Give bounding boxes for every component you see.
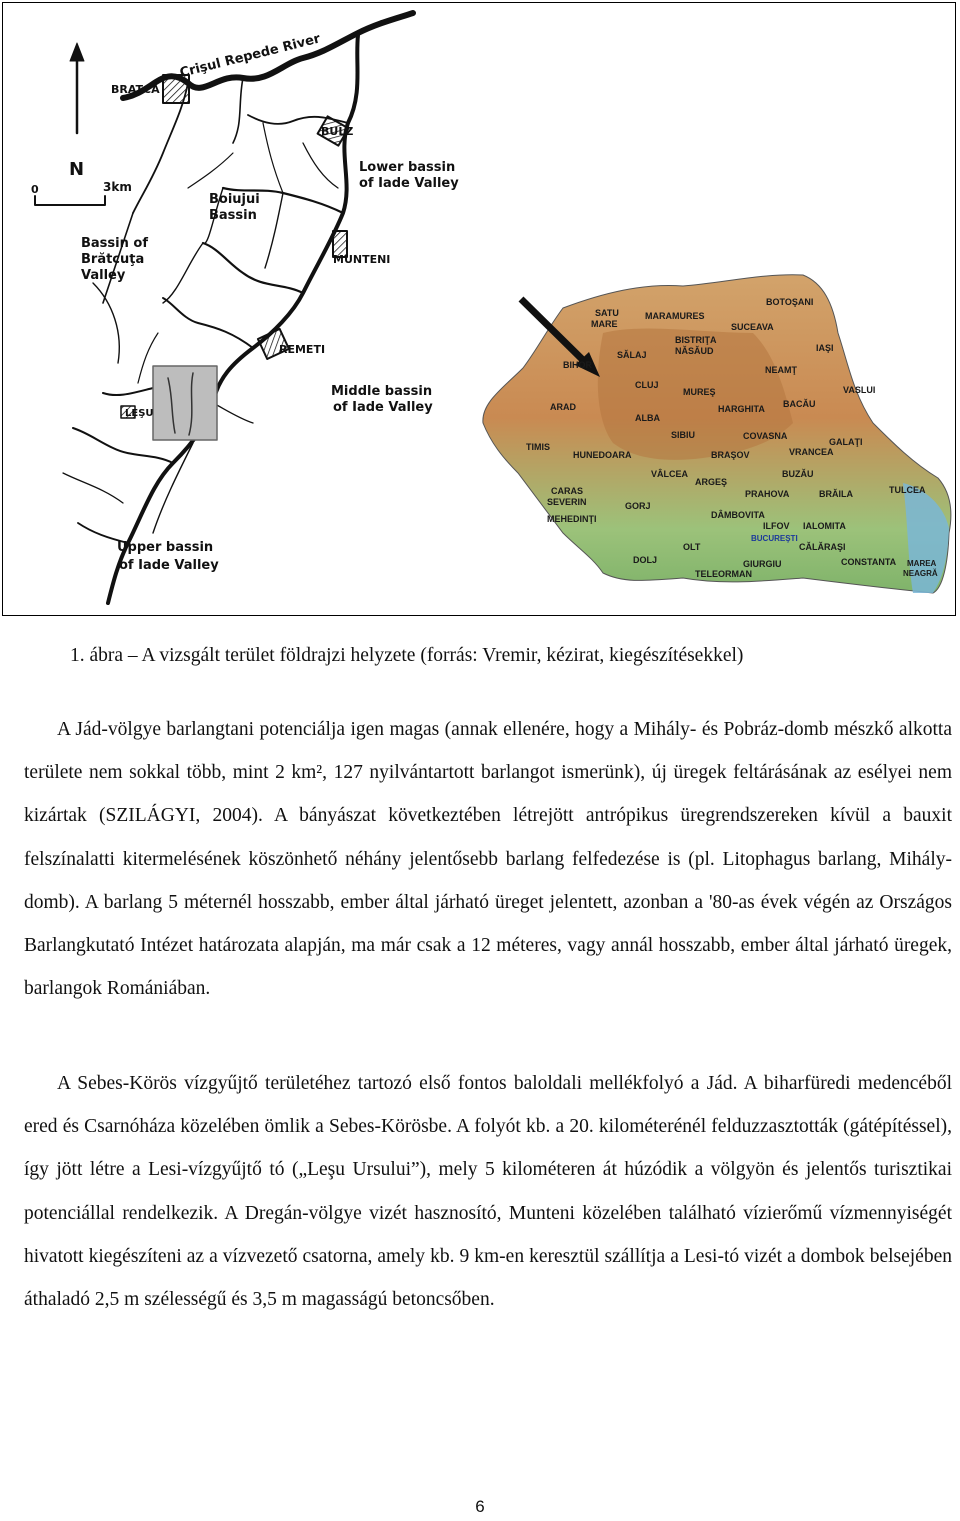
county-brasov: BRAŞOV bbox=[711, 450, 750, 460]
map-label-boiujui-1: Boiujui bbox=[209, 192, 260, 207]
county-prahova: PRAHOVA bbox=[745, 489, 790, 499]
county-satu-mare-1: SATU bbox=[595, 308, 619, 318]
county-salaj: SĂLAJ bbox=[617, 350, 647, 360]
county-maramures: MARAMURES bbox=[645, 311, 705, 321]
map-label-river: Crişul Repede River bbox=[178, 31, 322, 81]
map-label-middle-bassin-2: of Iade Valley bbox=[333, 400, 433, 415]
page-number: 6 bbox=[475, 1497, 485, 1516]
county-sibiu: SIBIU bbox=[671, 430, 696, 440]
county-vaslui: VASLUI bbox=[843, 385, 876, 395]
county-cluj: CLUJ bbox=[635, 380, 659, 390]
map-label-remeti: REMETI bbox=[279, 343, 326, 356]
map-label-bratca: BRATCA bbox=[111, 83, 160, 96]
map-label-upper-bassin-2: of Iade Valley bbox=[119, 558, 219, 573]
map-label-boiujui-2: Bassin bbox=[209, 208, 257, 223]
county-arad: ARAD bbox=[550, 402, 576, 412]
county-harghita: HARGHITA bbox=[718, 404, 765, 414]
county-suceava: SUCEAVA bbox=[731, 322, 774, 332]
county-bistrita-1: BISTRIŢA bbox=[675, 335, 717, 345]
county-vrancea: VRANCEA bbox=[789, 447, 834, 457]
county-buzau: BUZĂU bbox=[782, 469, 814, 479]
county-mures: MUREŞ bbox=[683, 387, 716, 397]
map-label-lower-bassin-2: of Iade Valley bbox=[359, 176, 459, 191]
county-gorj: GORJ bbox=[625, 501, 651, 511]
figure-illustration bbox=[3, 3, 955, 615]
map-label-munteni: MUNTENI bbox=[333, 253, 391, 266]
county-bistrita-2: NĂSĂUD bbox=[675, 346, 714, 356]
map-label-bratcuta-2: Brătcuţa bbox=[81, 252, 145, 267]
county-neamt: NEAMŢ bbox=[765, 365, 797, 375]
map-label-bulz: BULZ bbox=[321, 125, 354, 138]
sea-label-1: MAREA bbox=[907, 559, 937, 568]
county-timis: TIMIS bbox=[526, 442, 550, 452]
county-ilfov: ILFOV bbox=[763, 521, 790, 531]
county-olt: OLT bbox=[683, 542, 701, 552]
county-iasi: IAŞI bbox=[816, 343, 834, 353]
map-label-north: N bbox=[69, 159, 85, 180]
county-bihor: BIHOR bbox=[563, 360, 592, 370]
county-bucuresti: BUCUREŞTI bbox=[751, 534, 798, 543]
county-alba: ALBA bbox=[635, 413, 660, 423]
paragraph-2: A Sebes-Körös vízgyűjtő területéhez tartozó első fontos baloldali mellékfolyó a Jád. A biharfüredi medencéből ered és Csarnóháza közelében ömlik a Sebes-Körösbe. A folyót kb. a 20. kilométerénél felduzzasztották (gátépítéssel), így jött létre a Lesi-vízgyűjtő tó („Leşu Ursului”), mely 5 kilométeren át húzódik a völgyön és jelentős turisztikai potenciállal rendelkezik. A Dregán-völgye vizét hasznosító, Munteni közelében található vízierőmű vízmennyiségét hivatott kiegészíteni az a vízvezető csatorna, amely kb. 9 km-en keresztül szállítja a Lesi-tó vizét a dombok belsejében áthaladó 2,5 m szélességű és 3,5 m magasságú betoncsőben. bbox=[24, 1073, 952, 1311]
county-calarasi: CĂLĂRAŞI bbox=[799, 542, 846, 552]
county-dambovita: DÂMBOVITA bbox=[711, 510, 765, 520]
county-teleorman: TELEORMAN bbox=[695, 569, 752, 579]
county-hunedoara: HUNEDOARA bbox=[573, 450, 632, 460]
county-mehedinti: MEHEDINŢI bbox=[547, 514, 597, 524]
map-label-scale-zero: 0 bbox=[31, 183, 39, 196]
map-label-lesu: LEŞU bbox=[125, 408, 154, 419]
county-valcea: VÂLCEA bbox=[651, 469, 689, 479]
romania-map bbox=[483, 275, 951, 593]
county-braila: BRĂILA bbox=[819, 489, 853, 499]
map-label-scale-km: 3km bbox=[103, 180, 132, 194]
paragraph-1: A Jád-völgye barlangtani potenciálja igen magas (annak ellenére, hogy a Mihály- és Pobráz-domb mészkő alkotta területe nem sokkal több, mint 2 km², 127 nyilvántartott barlangot ismerünk), új üregek feltárásának az esélyei nem kizártak (SZILÁGYI, 2004). A bányászat következtében létrejött antrópikus üregrendszereken kívül a bauxit felszínalatti kitermelésének köszönhető néhány jelentősebb barlang felfedezése is (pl. Litophagus barlang, Mihály-domb). A barlang 5 méternél hosszabb, ember által járható üreget jelentett, azonban a '80-as évek végén az Országos Barlangkutató Intézet határozata alapján, ma már csak a 12 méteres, vagy annál hosszabb, ember által járható üregek, barlangok Romániában. bbox=[24, 719, 952, 1000]
figure-caption: 1. ábra – A vizsgált terület földrajzi helyzete (forrás: Vremir, kézirat, kiegészítésekkel) bbox=[70, 645, 744, 666]
map-label-upper-bassin-1: Upper bassin bbox=[117, 540, 214, 555]
county-caras-1: CARAS bbox=[551, 486, 584, 496]
figure-frame bbox=[2, 2, 956, 616]
county-caras-2: SEVERIN bbox=[547, 497, 587, 507]
county-ialomita: IALOMITA bbox=[803, 521, 846, 531]
county-bacau: BACĂU bbox=[783, 399, 816, 409]
sea-label-2: NEAGRĂ bbox=[903, 569, 938, 578]
iade-valley-map bbox=[35, 13, 413, 603]
county-satu-mare-2: MARE bbox=[591, 319, 618, 329]
county-dolj: DOLJ bbox=[633, 555, 658, 565]
county-giurgiu: GIURGIU bbox=[743, 559, 782, 569]
county-tulcea: TULCEA bbox=[889, 485, 926, 495]
county-galati: GALAŢI bbox=[829, 437, 863, 447]
county-covasna: COVASNA bbox=[743, 431, 788, 441]
county-constanta: CONSTANTA bbox=[841, 557, 897, 567]
county-botosani: BOTOŞANI bbox=[766, 297, 814, 307]
map-label-middle-bassin-1: Middle bassin bbox=[331, 384, 433, 399]
map-label-bratcuta-3: Valley bbox=[81, 268, 126, 283]
map-label-lower-bassin-1: Lower bassin bbox=[359, 160, 456, 175]
map-label-bratcuta-1: Bassin of bbox=[81, 236, 148, 251]
county-arges: ARGEŞ bbox=[695, 477, 728, 487]
